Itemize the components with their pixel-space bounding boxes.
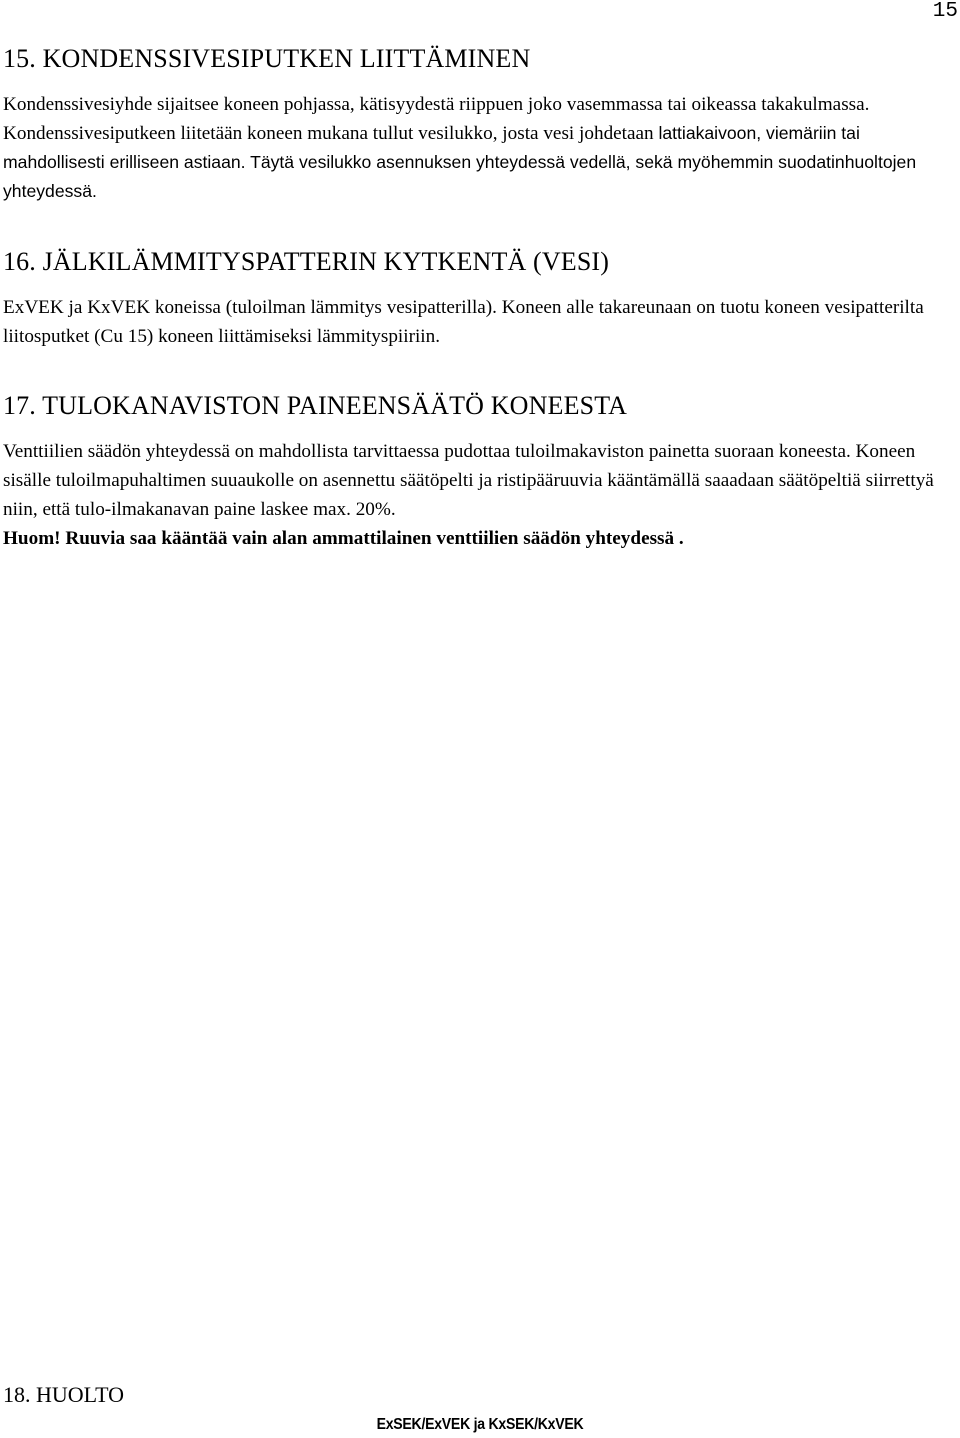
section-15-text-sans: lattiakaivoon, viemäriin tai mahdollisesti erilliseen astiaan. Täytä vesilukko asennuksen yhteydessä vedellä, sekä myöhemmin suodatinhuoltojen yhteydessä. (3, 123, 917, 201)
section-17-heading: 17. TULOKANAVISTON PAINEENSÄÄTÖ KONEESTA (3, 391, 628, 420)
section-15-condensate-pipe (3, 40, 958, 206)
section-15-heading: 15. KONDENSSIVESIPUTKEN LIITTÄMINEN (3, 44, 531, 73)
section-16-heading: 16. JÄLKILÄMMITYSPATTERIN KYTKENTÄ (VESI) (3, 247, 610, 276)
page-number: 15 (932, 0, 958, 23)
section-17-supply-duct-pressure (3, 387, 958, 553)
section-17-warning: Huom! Ruuvia saa kääntää vain alan ammattilainen venttiilien säädön yhteydessä . (3, 528, 684, 549)
section-17-paragraph (3, 437, 958, 553)
section-17-text: Venttiilien säädön yhteydessä on mahdollista tarvittaessa pudottaa tuloilmakaviston painetta suoraan koneesta. Koneen sisälle tuloilmapuhaltimen suuaukolle on asennettu säätöpelti ja ristipääruuvia kääntämällä saaadaan säätöpeltiä siirrettyä niin, että tulo-ilmakanavan paine laskee max. 20%. (3, 441, 934, 520)
section-16-paragraph: ExVEK ja KxVEK koneissa (tuloilman lämmitys vesipatterilla). Koneen alle takareunaan on tuotu koneen vesipatterilta liitosputket (Cu 15) koneen liittämiseksi lämmityspiiriin. (3, 297, 924, 347)
section-15-paragraph (3, 90, 958, 206)
document-body (3, 40, 958, 553)
section-15-text-serif: Kondenssivesiyhde sijaitsee koneen pohjassa, kätisyydestä riippuen joko vasemmassa tai oikeassa takakulmassa. Kondenssivesiputkeen liitetään koneen mukana tullut vesilukko, josta vesi johdetaan (3, 94, 870, 144)
page-footer: ExSEK/ExVEK ja KxSEK/KxVEK (376, 1416, 584, 1433)
section-16-reheating-coil (3, 243, 958, 351)
section-18-heading: 18. HUOLTO (3, 1382, 125, 1407)
